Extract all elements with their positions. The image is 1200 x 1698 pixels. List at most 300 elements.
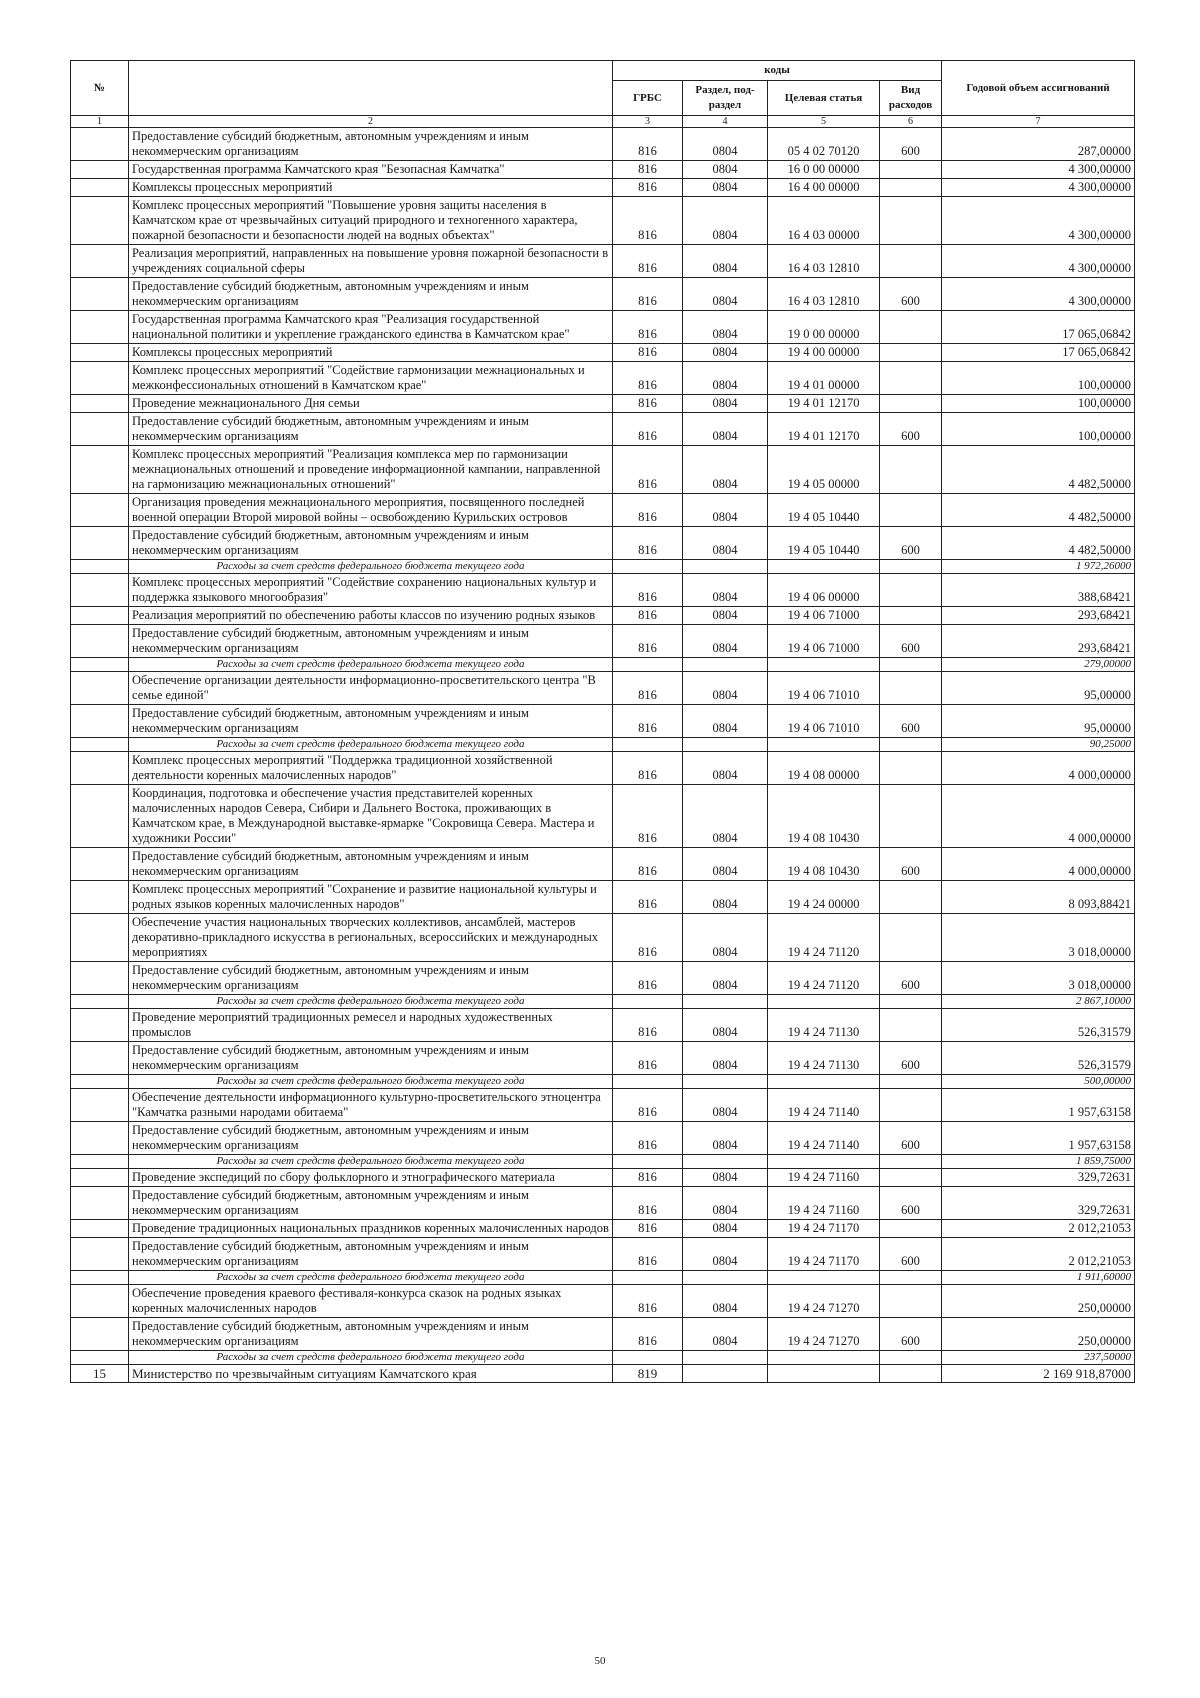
cell-name: Комплекс процессных мероприятий "Поддержка традиционной хозяйственной деятельности коренных малочисленных народов" [129,752,613,785]
cell-section: 0804 [683,785,768,848]
cell-section: 0804 [683,179,768,197]
cell-target: 19 4 24 71130 [768,1042,880,1075]
cell-num [71,527,129,560]
cell-grbs: 816 [613,1042,683,1075]
cell-num [71,881,129,914]
federal-expense-row [71,1075,1135,1089]
cell-kind [880,1351,942,1365]
table-body [71,128,1135,1383]
cell-section: 0804 [683,848,768,881]
cell-kind [880,494,942,527]
cell-grbs: 816 [613,527,683,560]
cell-target: 19 4 24 71160 [768,1169,880,1187]
cell-num [71,245,129,278]
cell-grbs: 816 [613,179,683,197]
cell-section: 0804 [683,962,768,995]
cell-kind [880,752,942,785]
cell-target [768,1155,880,1169]
cell-kind [880,658,942,672]
cell-num [71,962,129,995]
header-kind: Вид расходов [880,81,942,116]
cell-kind [880,1089,942,1122]
cell-section: 0804 [683,278,768,311]
cell-name: Комплекс процессных мероприятий "Повышение уровня защиты населения в Камчатском крае от чрезвычайных ситуаций природного и техногенного характера, пожарной безопасности и безопасности людей на водных объектах" [129,197,613,245]
cell-name: Обеспечение деятельности информационного культурно-просветительского этноцентра "Камчатка разными народами обитаема" [129,1089,613,1122]
cell-name: Комплексы процессных мероприятий [129,344,613,362]
cell-name: Предоставление субсидий бюджетным, автономным учреждениям и иным некоммерческим организациям [129,128,613,161]
cell-kind [880,1009,942,1042]
cell-kind [880,1271,942,1285]
cell-target: 19 4 08 10430 [768,848,880,881]
table-row [71,413,1135,446]
cell-num [71,672,129,705]
cell-section: 0804 [683,527,768,560]
cell-name: Предоставление субсидий бюджетным, автономным учреждениям и иным некоммерческим организациям [129,278,613,311]
cell-name: Предоставление субсидий бюджетным, автономным учреждениям и иным некоммерческим организациям [129,848,613,881]
cell-kind [880,607,942,625]
cell-amount: 95,00000 [942,705,1135,738]
cell-name: Реализация мероприятий по обеспечению работы классов по изучению родных языков [129,607,613,625]
cell-num [71,574,129,607]
cell-kind: 600 [880,962,942,995]
table-row [71,245,1135,278]
cell-kind [880,574,942,607]
column-number: 2 [129,116,613,128]
cell-kind [880,1220,942,1238]
header-num: № [71,61,129,116]
cell-kind [880,362,942,395]
cell-section: 0804 [683,752,768,785]
cell-grbs: 816 [613,161,683,179]
cell-kind: 600 [880,413,942,446]
cell-target: 19 4 06 71000 [768,625,880,658]
cell-amount: 293,68421 [942,607,1135,625]
cell-target: 19 4 08 00000 [768,752,880,785]
cell-target: 19 4 24 00000 [768,881,880,914]
header-codes: коды [613,61,942,81]
cell-kind: 600 [880,848,942,881]
cell-section: 0804 [683,1122,768,1155]
cell-target [768,560,880,574]
federal-expense-row [71,1155,1135,1169]
federal-expense-row [71,1351,1135,1365]
cell-amount: 4 482,50000 [942,527,1135,560]
table-row [71,161,1135,179]
cell-amount: 2 867,10000 [942,995,1135,1009]
cell-grbs: 816 [613,672,683,705]
cell-target: 19 4 24 71120 [768,914,880,962]
cell-num [71,1318,129,1351]
cell-num [71,1089,129,1122]
cell-grbs: 816 [613,1285,683,1318]
cell-grbs: 816 [613,1220,683,1238]
cell-kind: 600 [880,527,942,560]
column-number: 7 [942,116,1135,128]
table-row [71,527,1135,560]
cell-amount: 17 065,06842 [942,311,1135,344]
cell-name: Комплекс процессных мероприятий "Содействие гармонизации межнациональных и межконфессиональных отношений в Камчатском крае" [129,362,613,395]
cell-section: 0804 [683,311,768,344]
cell-name: Комплекс процессных мероприятий "Содействие сохранению национальных культур и поддержка языкового многообразия" [129,574,613,607]
cell-amount: 237,50000 [942,1351,1135,1365]
cell-grbs: 816 [613,362,683,395]
cell-amount: 2 169 918,87000 [942,1365,1135,1383]
cell-kind: 600 [880,1042,942,1075]
cell-target [768,1351,880,1365]
cell-grbs: 816 [613,128,683,161]
cell-amount: 17 065,06842 [942,344,1135,362]
cell-section: 0804 [683,245,768,278]
cell-name: Расходы за счет средств федерального бюджета текущего года [129,995,613,1009]
table-row [71,607,1135,625]
cell-amount: 329,72631 [942,1169,1135,1187]
cell-grbs: 816 [613,962,683,995]
cell-section: 0804 [683,161,768,179]
cell-amount: 1 957,63158 [942,1089,1135,1122]
cell-num [71,344,129,362]
table-row [71,1122,1135,1155]
cell-section [683,1351,768,1365]
cell-amount: 4 300,00000 [942,278,1135,311]
cell-num [71,705,129,738]
cell-target: 19 0 00 00000 [768,311,880,344]
cell-num [71,278,129,311]
cell-grbs: 816 [613,752,683,785]
cell-kind: 600 [880,625,942,658]
cell-section: 0804 [683,1238,768,1271]
table-row [71,848,1135,881]
cell-section [683,1271,768,1285]
table-row [71,1187,1135,1220]
cell-num [71,1155,129,1169]
cell-amount: 1 859,75000 [942,1155,1135,1169]
cell-grbs: 816 [613,311,683,344]
cell-target: 16 0 00 00000 [768,161,880,179]
cell-amount: 2 012,21053 [942,1220,1135,1238]
column-number-row [71,116,1135,128]
cell-amount: 4 482,50000 [942,494,1135,527]
cell-num [71,785,129,848]
cell-amount: 8 093,88421 [942,881,1135,914]
table-row [71,881,1135,914]
cell-section [683,995,768,1009]
cell-kind: 600 [880,1122,942,1155]
cell-grbs: 816 [613,1238,683,1271]
column-number: 1 [71,116,129,128]
cell-amount: 526,31579 [942,1042,1135,1075]
cell-kind [880,395,942,413]
cell-kind [880,738,942,752]
cell-name: Предоставление субсидий бюджетным, автономным учреждениям и иным некоммерческим организациям [129,1122,613,1155]
cell-grbs: 816 [613,245,683,278]
cell-num [71,1238,129,1271]
cell-section [683,1075,768,1089]
cell-num [71,1187,129,1220]
cell-name: Предоставление субсидий бюджетным, автономным учреждениям и иным некоммерческим организациям [129,625,613,658]
cell-target [768,1365,880,1383]
cell-grbs: 816 [613,446,683,494]
cell-target: 19 4 00 00000 [768,344,880,362]
cell-target: 19 4 24 71140 [768,1122,880,1155]
cell-target [768,1271,880,1285]
cell-amount: 4 000,00000 [942,752,1135,785]
cell-target: 19 4 24 71120 [768,962,880,995]
cell-grbs [613,1351,683,1365]
cell-section: 0804 [683,197,768,245]
cell-grbs: 816 [613,344,683,362]
cell-target: 19 4 05 10440 [768,527,880,560]
cell-amount: 4 300,00000 [942,197,1135,245]
column-number: 3 [613,116,683,128]
cell-section: 0804 [683,625,768,658]
header-row [71,61,1135,81]
cell-amount: 4 300,00000 [942,179,1135,197]
cell-amount: 4 300,00000 [942,245,1135,278]
budget-allocation-table [70,60,1135,1383]
cell-name: Проведение традиционных национальных праздников коренных малочисленных народов [129,1220,613,1238]
cell-name: Комплекс процессных мероприятий "Реализация комплекса мер по гармонизации межнациональных отношений и проведение информационной кампании, направленной на гармонизацию межнациональных отношений" [129,446,613,494]
cell-name: Расходы за счет средств федерального бюджета текущего года [129,738,613,752]
cell-amount: 100,00000 [942,395,1135,413]
cell-num [71,1351,129,1365]
cell-num [71,311,129,344]
cell-amount: 4 000,00000 [942,848,1135,881]
federal-expense-row [71,658,1135,672]
cell-target [768,1075,880,1089]
cell-target: 05 4 02 70120 [768,128,880,161]
cell-section: 0804 [683,395,768,413]
cell-amount: 3 018,00000 [942,914,1135,962]
cell-section: 0804 [683,128,768,161]
cell-amount: 2 012,21053 [942,1238,1135,1271]
cell-section [683,1155,768,1169]
cell-section [683,738,768,752]
cell-grbs: 816 [613,1089,683,1122]
cell-grbs: 816 [613,1122,683,1155]
cell-kind [880,1365,942,1383]
table-row [71,128,1135,161]
cell-kind: 600 [880,1238,942,1271]
cell-num [71,607,129,625]
cell-grbs: 816 [613,413,683,446]
cell-kind [880,672,942,705]
cell-kind: 600 [880,1318,942,1351]
cell-grbs: 816 [613,494,683,527]
cell-num [71,914,129,962]
cell-name: Обеспечение участия национальных творческих коллективов, ансамблей, мастеров декоративно-прикладного искусства в региональных, всероссийских и международных мероприятиях [129,914,613,962]
cell-kind [880,1155,942,1169]
cell-num [71,197,129,245]
cell-target: 19 4 05 10440 [768,494,880,527]
cell-grbs: 816 [613,881,683,914]
table-row [71,962,1135,995]
cell-section: 0804 [683,1318,768,1351]
cell-kind [880,197,942,245]
cell-grbs: 816 [613,574,683,607]
table-row [71,311,1135,344]
cell-num [71,848,129,881]
cell-name: Расходы за счет средств федерального бюджета текущего года [129,1351,613,1365]
cell-name: Обеспечение проведения краевого фестиваля-конкурса сказок на родных языках коренных малочисленных народов [129,1285,613,1318]
cell-target: 19 4 06 71000 [768,607,880,625]
cell-grbs: 816 [613,607,683,625]
cell-amount: 4 300,00000 [942,161,1135,179]
cell-kind [880,914,942,962]
cell-grbs: 819 [613,1365,683,1383]
cell-target: 16 4 03 00000 [768,197,880,245]
cell-name: Реализация мероприятий, направленных на повышение уровня пожарной безопасности в учреждениях социальной сферы [129,245,613,278]
cell-name: Комплекс процессных мероприятий "Сохранение и развитие национальной культуры и родных языков коренных малочисленных народов" [129,881,613,914]
table-row [71,197,1135,245]
cell-target: 19 4 08 10430 [768,785,880,848]
cell-kind [880,179,942,197]
header-name [129,61,613,116]
cell-section: 0804 [683,1089,768,1122]
cell-target: 16 4 03 12810 [768,278,880,311]
cell-target: 19 4 24 71130 [768,1009,880,1042]
header-target: Целевая статья [768,81,880,116]
cell-section [683,1365,768,1383]
cell-num [71,1009,129,1042]
cell-section [683,658,768,672]
column-number: 5 [768,116,880,128]
table-row [71,1318,1135,1351]
cell-grbs: 816 [613,278,683,311]
cell-grbs: 816 [613,914,683,962]
table-row [71,1220,1135,1238]
cell-name: Предоставление субсидий бюджетным, автономным учреждениям и иным некоммерческим организациям [129,1318,613,1351]
ministry-row [71,1365,1135,1383]
cell-num [71,362,129,395]
cell-kind [880,344,942,362]
cell-name: Комплексы процессных мероприятий [129,179,613,197]
cell-target [768,995,880,1009]
cell-section: 0804 [683,1285,768,1318]
cell-section: 0804 [683,362,768,395]
cell-amount: 526,31579 [942,1009,1135,1042]
cell-target [768,658,880,672]
cell-section: 0804 [683,881,768,914]
cell-name: Расходы за счет средств федерального бюджета текущего года [129,658,613,672]
cell-num [71,494,129,527]
cell-num [71,738,129,752]
cell-grbs: 816 [613,197,683,245]
cell-num [71,1042,129,1075]
cell-name: Министерство по чрезвычайным ситуациям Камчатского края [129,1365,613,1383]
cell-num [71,1075,129,1089]
cell-grbs [613,560,683,574]
cell-section: 0804 [683,574,768,607]
cell-grbs: 816 [613,1169,683,1187]
cell-grbs [613,1271,683,1285]
cell-amount: 279,00000 [942,658,1135,672]
cell-section: 0804 [683,1042,768,1075]
cell-num [71,128,129,161]
table-row [71,1009,1135,1042]
cell-name: Проведение мероприятий традиционных ремесел и народных художественных промыслов [129,1009,613,1042]
cell-num [71,161,129,179]
cell-section: 0804 [683,607,768,625]
cell-name: Государственная программа Камчатского края "Безопасная Камчатка" [129,161,613,179]
cell-num [71,658,129,672]
cell-name: Расходы за счет средств федерального бюджета текущего года [129,1075,613,1089]
cell-name: Обеспечение организации деятельности информационно-просветительского центра "В семье единой" [129,672,613,705]
table-row [71,1089,1135,1122]
cell-target: 19 4 24 71170 [768,1220,880,1238]
cell-kind: 600 [880,705,942,738]
cell-grbs [613,658,683,672]
federal-expense-row [71,738,1135,752]
cell-target: 19 4 06 00000 [768,574,880,607]
cell-grbs: 816 [613,625,683,658]
cell-target: 19 4 24 71270 [768,1318,880,1351]
cell-target: 19 4 01 12170 [768,395,880,413]
cell-section: 0804 [683,1220,768,1238]
table-row [71,278,1135,311]
cell-kind [880,161,942,179]
cell-amount: 1 911,60000 [942,1271,1135,1285]
cell-name: Предоставление субсидий бюджетным, автономным учреждениям и иным некоммерческим организациям [129,527,613,560]
cell-kind [880,1169,942,1187]
cell-amount: 500,00000 [942,1075,1135,1089]
cell-num [71,1169,129,1187]
table-row [71,625,1135,658]
cell-amount: 90,25000 [942,738,1135,752]
cell-amount: 1 957,63158 [942,1122,1135,1155]
table-row [71,574,1135,607]
cell-kind [880,1285,942,1318]
cell-target: 19 4 24 71140 [768,1089,880,1122]
federal-expense-row [71,995,1135,1009]
cell-amount: 287,00000 [942,128,1135,161]
cell-num: 15 [71,1365,129,1383]
cell-amount: 4 000,00000 [942,785,1135,848]
cell-grbs: 816 [613,785,683,848]
cell-name: Расходы за счет средств федерального бюджета текущего года [129,1155,613,1169]
header-section: Раздел, под-раздел [683,81,768,116]
cell-name: Расходы за счет средств федерального бюджета текущего года [129,560,613,574]
cell-kind [880,881,942,914]
cell-target: 19 4 24 71170 [768,1238,880,1271]
cell-num [71,560,129,574]
cell-grbs: 816 [613,1009,683,1042]
cell-kind: 600 [880,128,942,161]
cell-name: Проведение экспедиций по сбору фольклорного и этнографического материала [129,1169,613,1187]
cell-amount: 95,00000 [942,672,1135,705]
cell-kind [880,1075,942,1089]
cell-kind [880,995,942,1009]
cell-kind [880,785,942,848]
cell-kind [880,245,942,278]
cell-name: Предоставление субсидий бюджетным, автономным учреждениям и иным некоммерческим организациям [129,962,613,995]
cell-num [71,995,129,1009]
header-grbs: ГРБС [613,81,683,116]
cell-grbs: 816 [613,848,683,881]
cell-num [71,1122,129,1155]
column-number: 4 [683,116,768,128]
table-row [71,344,1135,362]
cell-num [71,1220,129,1238]
cell-name: Расходы за счет средств федерального бюджета текущего года [129,1271,613,1285]
cell-target: 19 4 05 00000 [768,446,880,494]
cell-amount: 329,72631 [942,1187,1135,1220]
cell-grbs: 816 [613,395,683,413]
cell-amount: 293,68421 [942,625,1135,658]
cell-name: Предоставление субсидий бюджетным, автономным учреждениям и иным некоммерческим организациям [129,1042,613,1075]
cell-section: 0804 [683,914,768,962]
cell-kind [880,311,942,344]
table-row [71,395,1135,413]
